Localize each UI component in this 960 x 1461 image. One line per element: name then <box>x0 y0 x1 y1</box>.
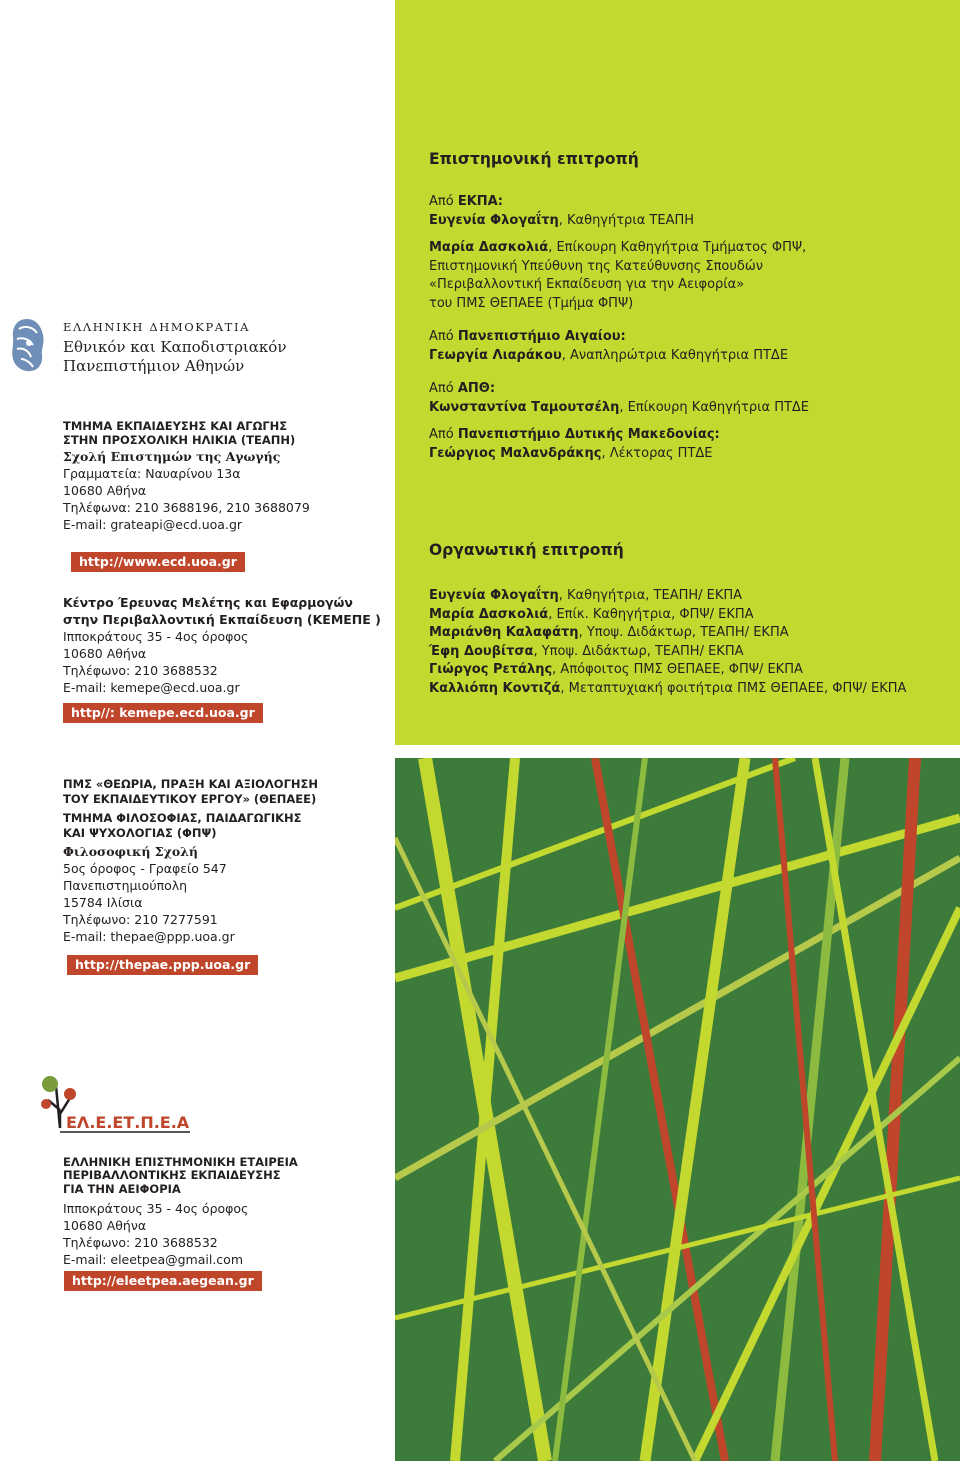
teapi-line2: ΣΤΗΝ ΠΡΟΣΧΟΛΙΚΗ ΗΛΙΚΙΑ (ΤΕΑΠΗ) <box>63 433 296 447</box>
society-city: 10680 Αθήνα <box>63 1218 147 1233</box>
society-address: Ιπποκράτους 35 - 4ος όροφος <box>63 1201 249 1216</box>
republic-label: ΕΛΛΗΝΙΚΗ ΔΗΜΟΚΡΑΤΙΑ <box>63 320 251 334</box>
apth-label: ΑΠΘ: <box>457 381 496 396</box>
kemepe-city: 10680 Αθήνα <box>63 646 147 661</box>
pms-floor: 5ος όροφος - Γραφείο 547 <box>63 861 227 876</box>
member-name: Γεωργία Λιαράκου <box>429 347 562 363</box>
society-email: E-mail: eleetpea@gmail.com <box>63 1252 243 1267</box>
society-line1: ΕΛΛΗΝΙΚΗ ΕΠΙΣΤΗΜΟΝΙΚΗ ΕΤΑΙΡΕΙΑ <box>63 1155 298 1169</box>
member-role: , Μεταπτυχιακή φοιτήτρια ΠΜΣ ΘΕΠΑΕΕ, ΦΠΨ/ ΕΚΠΑ <box>560 680 907 696</box>
kemepe-line1: Κέντρο Έρευνας Μελέτης και Εφαρμογών <box>63 595 353 610</box>
society-line2: ΠΕΡΙΒΑΛΛΟΝΤΙΚΗΣ ΕΚΠΑΙΔΕΥΣΗΣ <box>63 1168 281 1182</box>
teapi-city: 10680 Αθήνα <box>63 483 147 498</box>
from-label: Από <box>429 329 454 344</box>
member-role: , Καθηγήτρια, ΤΕΑΠΗ/ ΕΚΠΑ <box>558 588 743 603</box>
pms-dept1: ΤΜΗΜΑ ΦΙΛΟΣΟΦΙΑΣ, ΠΑΙΔΑΓΩΓΙΚΗΣ <box>63 811 302 825</box>
member-name: Μαρία Δασκολιά <box>429 606 549 622</box>
member-name: Ευγενία Φλογαΐτη <box>429 588 559 603</box>
teapi-address: Γραμματεία: Ναυαρίνου 13α <box>63 466 241 481</box>
teapi-phone: Τηλέφωνα: 210 3688196, 210 3688079 <box>63 500 310 515</box>
teapi-school: Σχολή Επιστημών της Αγωγής <box>63 449 281 464</box>
pms-phone: Τηλέφωνο: 210 7277591 <box>63 912 218 927</box>
society-phone: Τηλέφωνο: 210 3688532 <box>63 1235 218 1250</box>
organizing-member <box>429 643 906 662</box>
teapi-email: E-mail: grateapi@ecd.uoa.gr <box>63 517 243 532</box>
society-contact <box>63 1156 298 1268</box>
scientific-committee-heading: Επιστημονική επιτροπή <box>429 150 639 168</box>
member-name: Καλλιόπη Κοντιζά <box>429 680 561 696</box>
pms-contact <box>63 777 318 945</box>
organizing-member <box>429 606 906 625</box>
member-role: , Επίκ. Καθηγήτρια, ΦΠΨ/ ΕΚΠΑ <box>548 606 754 622</box>
scientific-committee <box>429 193 809 463</box>
member-role: , Υποψ. Διδάκτωρ, ΤΕΑΠΗ/ ΕΚΠΑ <box>578 625 789 640</box>
kemepe-email: E-mail: kemepe@ecd.uoa.gr <box>63 680 240 695</box>
member-role-line: «Περιβαλλοντική Εκπαίδευση για την Αειφορία» <box>429 277 745 292</box>
kemepe-line2: στην Περιβαλλοντική Εκπαίδευση (ΚΕΜΕΠΕ ) <box>63 612 381 627</box>
member-name: Κωνσταντίνα Ταμουτσέλη <box>429 399 620 415</box>
kemepe-contact <box>63 594 381 696</box>
aegean-label: Πανεπιστήμιο Αιγαίου: <box>457 329 626 344</box>
organizing-committee <box>429 587 906 698</box>
from-label: Από <box>429 427 454 442</box>
pms-email: E-mail: thepae@ppp.uoa.gr <box>63 929 235 944</box>
teapi-line1: ΤΜΗΜΑ ΕΚΠΑΙΔΕΥΣΗΣ ΚΑΙ ΑΓΩΓΗΣ <box>63 419 288 433</box>
athena-logo-icon <box>7 315 47 375</box>
organizing-member <box>429 624 906 643</box>
teapi-url-link[interactable]: http://www.ecd.uoa.gr <box>71 552 245 572</box>
pms-line1: ΠΜΣ «ΘΕΩΡΙΑ, ΠΡΑΞΗ ΚΑΙ ΑΞΙΟΛΟΓΗΣΗ <box>63 777 319 791</box>
pms-line2: ΤΟΥ ΕΚΠΑΙΔΕΥΤΙΚΟΥ ΕΡΓΟΥ» (ΘΕΠΑΕΕ) <box>63 792 317 806</box>
member-role-line: του ΠΜΣ ΘΕΠΑΕΕ (Τμήμα ΦΠΨ) <box>429 295 634 311</box>
kemepe-url-link[interactable]: http//: kemepe.ecd.uoa.gr <box>63 703 263 723</box>
kemepe-phone: Τηλέφωνο: 210 3688532 <box>63 663 218 678</box>
member-name: Μαριάνθη Καλαφάτη <box>429 625 579 640</box>
member-name: Μαρία Δασκολιά <box>429 240 549 255</box>
organizing-committee-heading: Οργανωτική επιτροπή <box>429 541 624 559</box>
member-role: , Λέκτορας ΠΤΔΕ <box>601 445 713 461</box>
decorative-stripes-image <box>395 758 960 1461</box>
member-role: , Καθηγήτρια ΤΕΑΠΗ <box>558 212 695 228</box>
member-role: , Αναπληρώτρια Καθηγήτρια ΠΤΔΕ <box>561 347 789 363</box>
ekpa-label: ΕΚΠΑ: <box>457 194 503 209</box>
society-url-link[interactable]: http://eleetpea.aegean.gr <box>64 1271 262 1291</box>
member-role: , Επίκουρη Καθηγήτρια Τμήματος ΦΠΨ, <box>548 240 807 255</box>
from-label: Από <box>429 381 454 396</box>
organizing-member <box>429 661 906 680</box>
pms-campus: Πανεπιστημιούπολη <box>63 878 188 893</box>
university-name-line2: Πανεπιστήμιον Αθηνών <box>63 357 245 375</box>
eleetpea-logo-icon <box>38 1070 198 1140</box>
from-label: Από <box>429 194 454 209</box>
member-role: , Υποψ. Διδάκτωρ, ΤΕΑΠΗ/ ΕΚΠΑ <box>533 643 744 659</box>
pms-url-link[interactable]: http://thepae.ppp.uoa.gr <box>67 955 258 975</box>
member-role: , Επίκουρη Καθηγήτρια ΠΤΔΕ <box>619 399 810 415</box>
pms-school: Φιλοσοφική Σχολή <box>63 844 199 859</box>
member-role: , Απόφοιτος ΠΜΣ ΘΕΠΑΕΕ, ΦΠΨ/ ΕΚΠΑ <box>552 662 803 677</box>
eleetpea-logo-text: ΕΛ.Ε.ΕΤ.Π.Ε.Α <box>66 1113 190 1132</box>
member-name: Ευγενία Φλογαΐτη <box>429 212 559 228</box>
organizing-member <box>429 680 906 699</box>
member-name: Έφη Δουβίτσα <box>429 643 534 659</box>
member-name: Γιώργος Ρετάλης <box>429 662 553 677</box>
kemepe-address: Ιπποκράτους 35 - 4ος όροφος <box>63 629 249 644</box>
society-line3: ΓΙΑ ΤΗΝ ΑΕΙΦΟΡΙΑ <box>63 1182 181 1196</box>
grass-stripes-graphic <box>395 758 960 1461</box>
wmac-label: Πανεπιστήμιο Δυτικής Μακεδονίας: <box>457 427 720 442</box>
organizing-member <box>429 587 906 606</box>
university-name <box>63 338 286 376</box>
university-name-line1: Εθνικόν και Καποδιστριακόν <box>63 338 287 356</box>
teapi-contact <box>63 419 310 533</box>
member-role-line: Επιστημονική Υπεύθυνη της Κατεύθυνσης Σπουδών <box>429 258 763 274</box>
member-name: Γεώργιος Μαλανδράκης <box>429 445 602 461</box>
pms-dept2: ΚΑΙ ΨΥΧΟΛΟΓΙΑΣ (ΦΠΨ) <box>63 826 217 840</box>
pms-city: 15784 Ιλίσια <box>63 895 143 910</box>
